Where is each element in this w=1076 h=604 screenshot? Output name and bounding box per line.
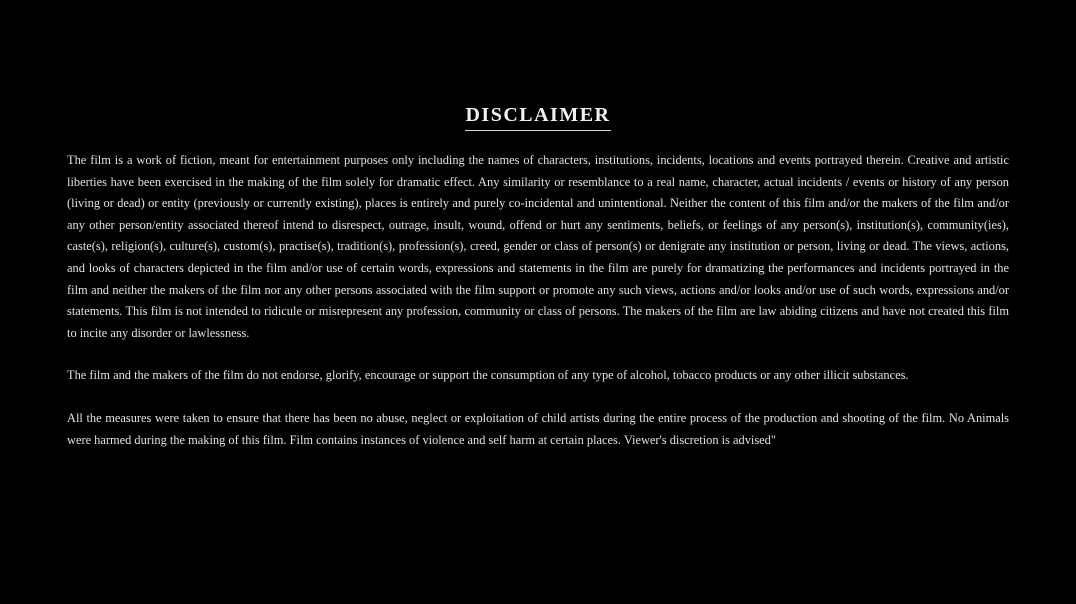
disclaimer-title: DISCLAIMER [465, 104, 610, 131]
disclaimer-paragraph-fiction: The film is a work of fiction, meant for entertainment purposes only including the names of characters, institutions, incidents, locations and events portrayed therein. Creative and artistic liberties have been exercised in the making of the film solely for dramatic effect. Any similarity or resemblance to a real name, character, actual incidents / events or history of any person (living or dead) or entity (previously or currently existing), places is entirely and purely co-incidental and unintentional. Neither the content of this film and/or the makers of the film and/or any other person/entity associated thereof intend to disrespect, outrage, insult, wound, offend or hurt any sentiments, beliefs, or feelings of any person(s), institution(s), community(ies), caste(s), religion(s), culture(s), custom(s), practise(s), tradition(s), profession(s), creed, gender or class of person(s) or denigrate any institution or person, living or dead. The views, actions, and looks of characters depicted in the film and/or use of certain words, expressions and statements in the film are purely for dramatizing the performances and incidents portrayed in the film and neither the makers of the film nor any other persons associated with the film support or promote any such views, actions and/or looks and/or use of such words, expressions and/or statements. This film is not intended to ridicule or misrepresent any profession, community or class of persons. The makers of the film are law abiding citizens and have not created this film to incite any disorder or lawlessness. [67, 153, 1009, 340]
title-container [0, 104, 1076, 131]
disclaimer-body [67, 150, 1009, 451]
disclaimer-paragraph-substances: The film and the makers of the film do not endorse, glorify, encourage or support the consumption of any type of alcohol, tobacco products or any other illicit substances. [67, 368, 909, 383]
disclaimer-paragraph-welfare: All the measures were taken to ensure that there has been no abuse, neglect or exploitation of child artists during the entire process of the production and shooting of the film. No Animals were harmed during the making of this film. Film contains instances of violence and self harm at certain places. Viewer's discretion is advised" [67, 410, 1009, 447]
